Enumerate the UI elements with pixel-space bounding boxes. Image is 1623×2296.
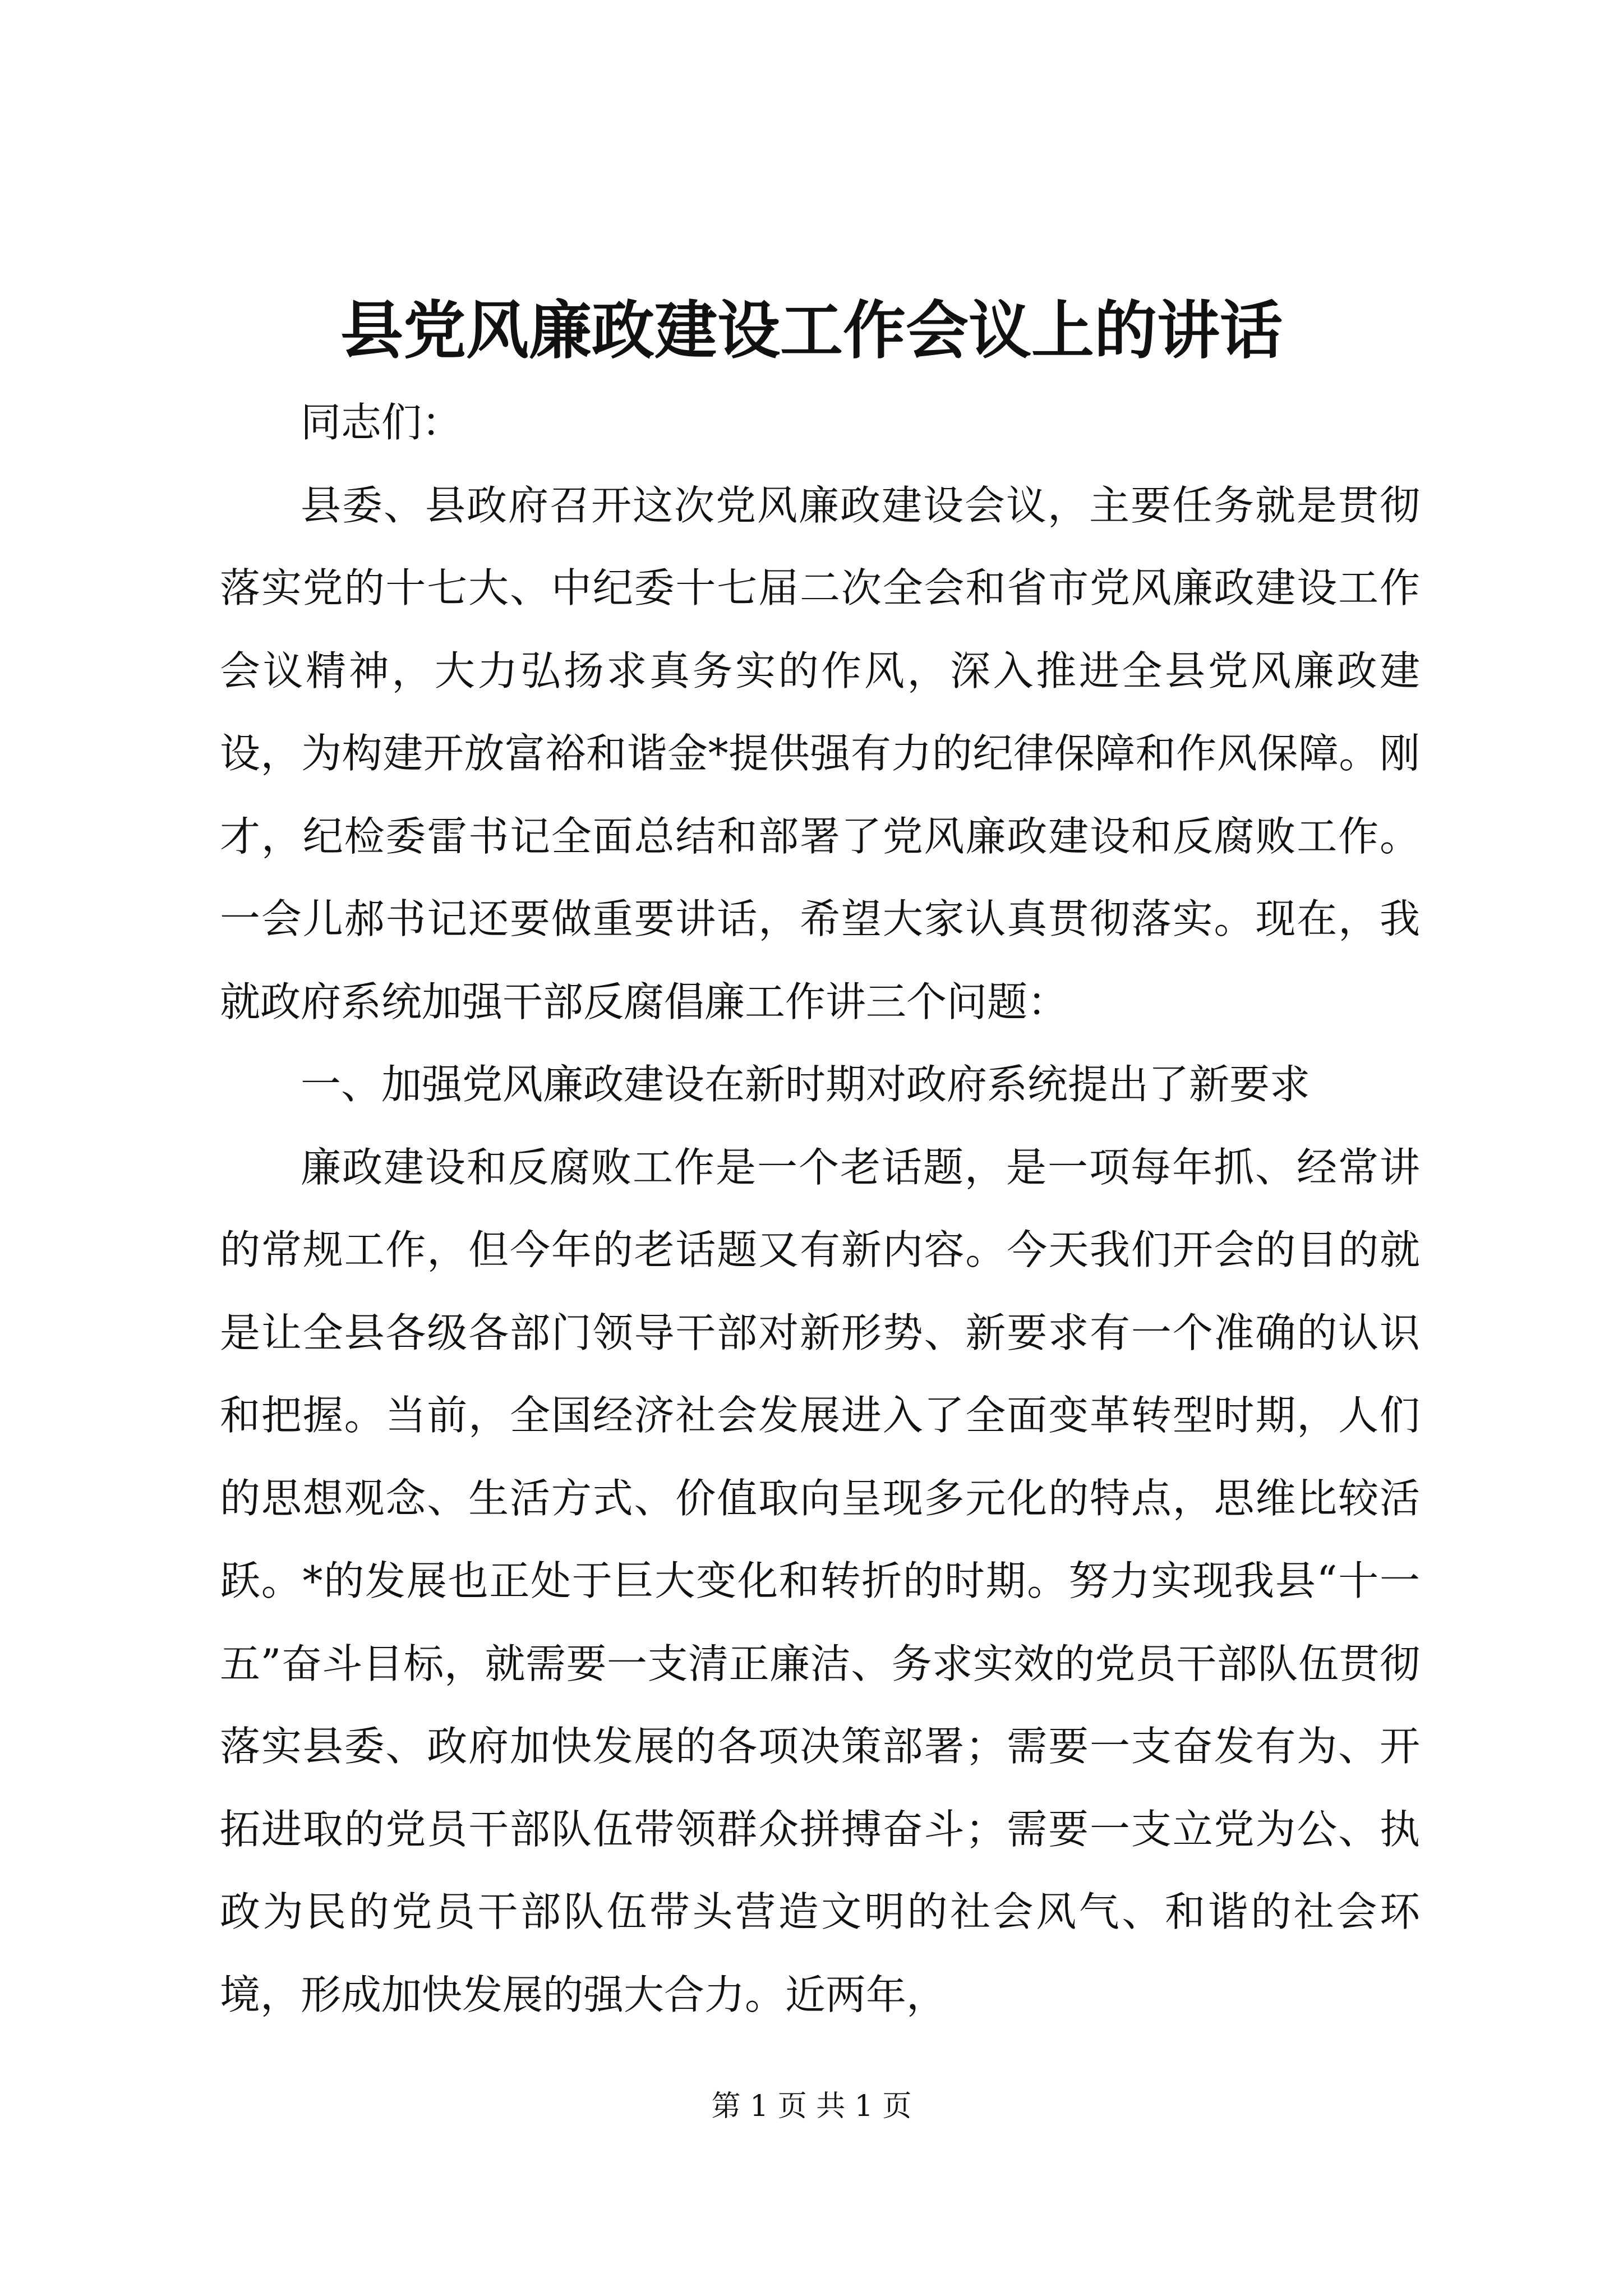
page-number: 第 1 页 共 1 页 (711, 2090, 912, 2123)
document-body (220, 381, 1420, 2036)
paragraph-section-1: 廉政建设和反腐败工作是一个老话题，是一项每年抓、经常讲的常规工作，但今年的老话题又有新内容。今天我们开会的目的就是让全县各级各部门领导干部对新形势、新要求有一个准确的认识和把握。当前，全国经济社会发展进入了全面变革转型时期，人们的思想观念、生活方式、价值取向呈现多元化的特点，思维比较活跃。*的发展也正处于巨大变化和转折的时期。努力实现我县“十一五”奋斗目标，就需要一支清正廉洁、务求实效的党员干部队伍贯彻落实县委、政府加快发展的各项决策部署；需要一支奋发有为、开拓进取的党员干部队伍带领群众拼搏奋斗；需要一支立党为公、执政为民的党员干部队伍带头营造文明的社会风气、和谐的社会环境，形成加快发展的强大合力。近两年， (220, 1143, 1420, 2018)
document-title: 县党风廉政建设工作会议上的讲话 (340, 294, 1283, 367)
paragraph-intro: 县委、县政府召开这次党风廉政建设会议，主要任务就是贯彻落实党的十七大、中纪委十七届二次全会和省市党风廉政建设工作会议精神，大力弘扬求真务实的作风，深入推进全县党风廉政建设，为构建开放富裕和谐金*提供强有力的纪律保障和作风保障。刚才，纪检委雷书记全面总结和部署了党风廉政建设和反腐败工作。一会儿郝书记还要做重要讲话，希望大家认真贯彻落实。现在，我就政府系统加强干部反腐倡廉工作讲三个问题： (220, 481, 1420, 1025)
section-heading-1: 一、加强党风廉政建设在新时期对政府系统提出了新要求 (301, 1061, 1311, 1108)
salutation: 同志们： (301, 399, 463, 446)
